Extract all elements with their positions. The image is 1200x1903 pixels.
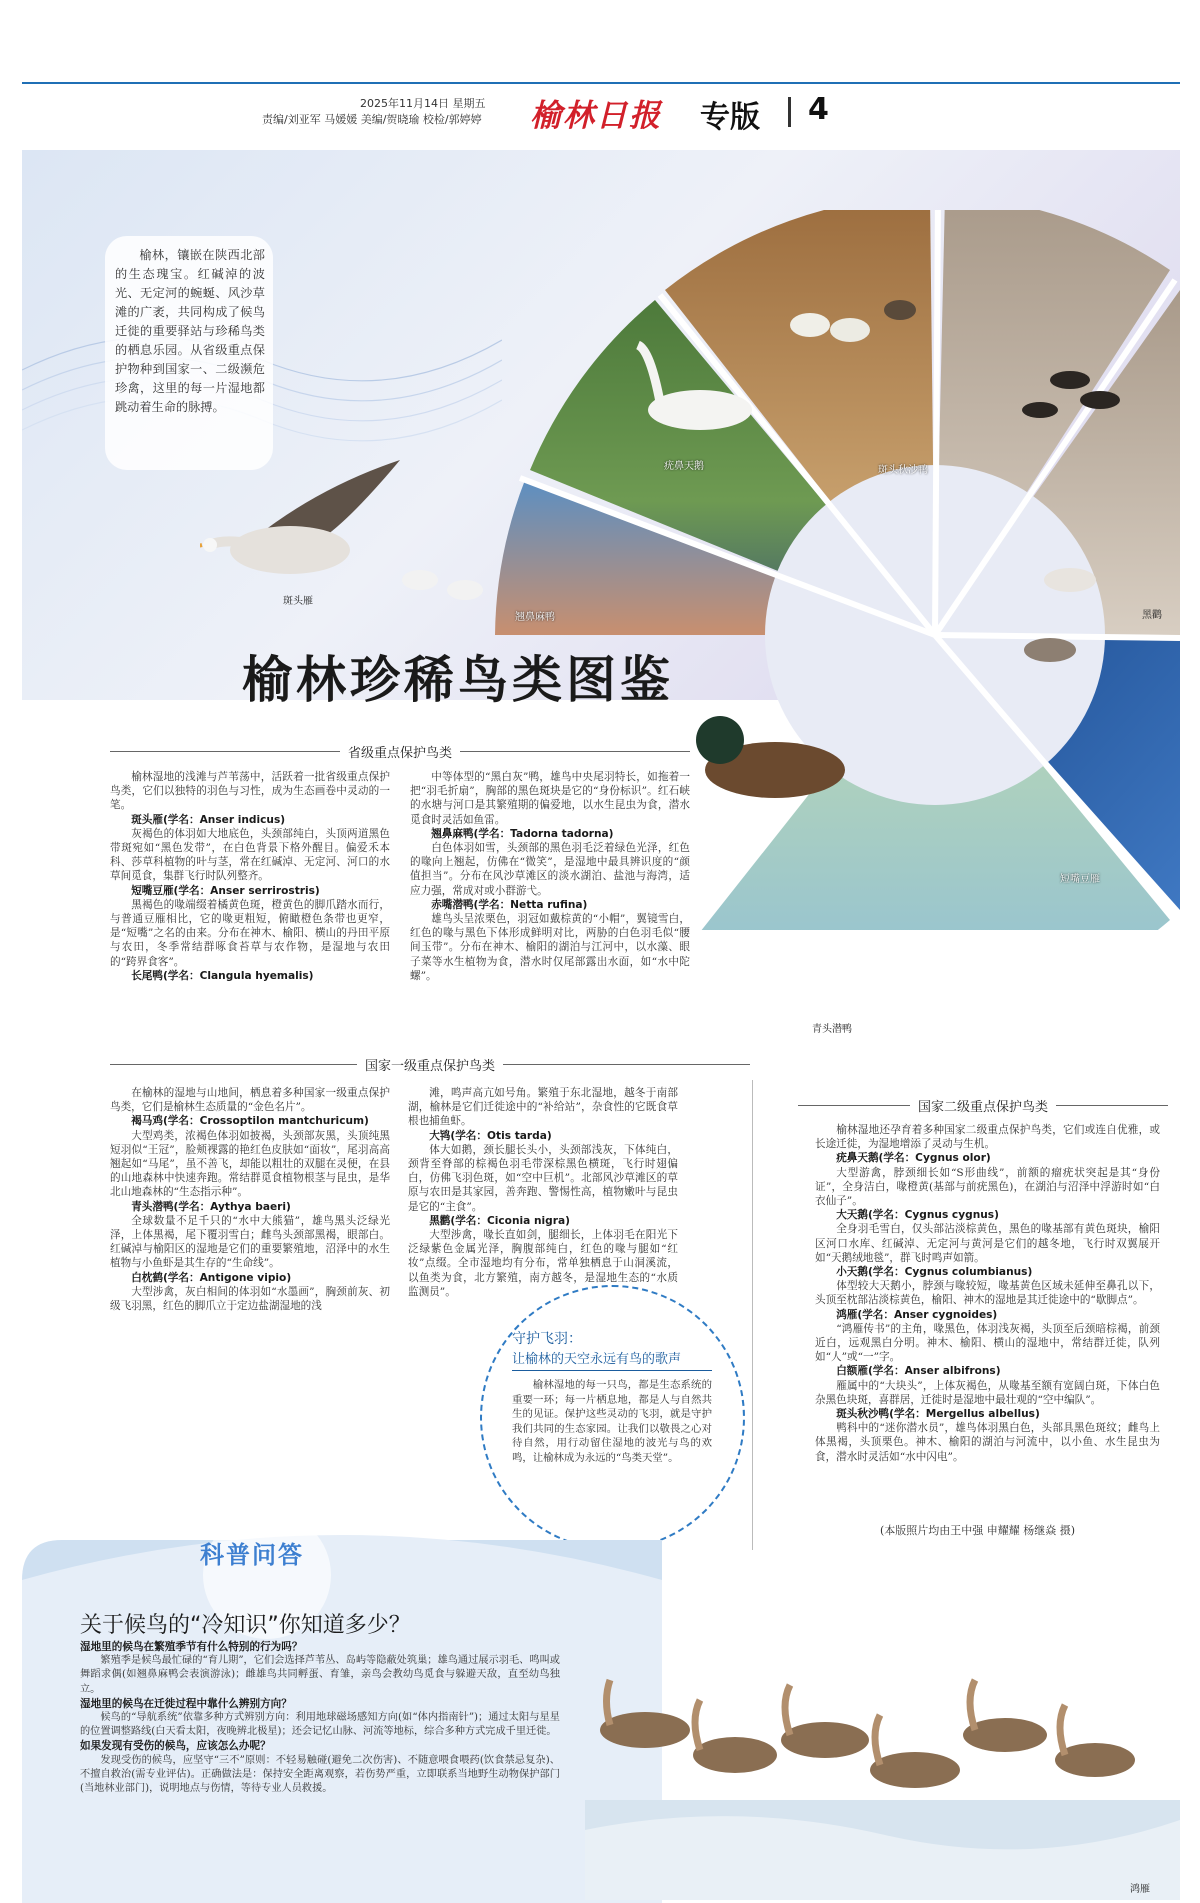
photo-label-bean-goose: 短嘴豆雁 xyxy=(1060,874,1100,885)
qa-question: 如果发现有受伤的候鸟，应该怎么办呢？ xyxy=(80,1740,271,1753)
paragraph: 全身羽毛雪白，仅头部沾淡棕黄色，黑色的喙基部有黄色斑块，榆阳区河口水库、红碱淖、无定河与黄河是它们的越冬地，飞行时双翼展开如“天鹅绒地毯”，群飞时鸣声如箭。 xyxy=(815,1223,1160,1264)
species-heading: 白枕鹤(学名：Antigone vipio) xyxy=(131,1271,292,1284)
paragraph: 大型涉禽，喙长直如剑，腿细长，上体羽毛在阳光下泛绿紫色金属光泽，胸腹部纯白，红色的喙与腿如“红妆”点缀。全市湿地均有分布，常单独栖息于山洞溪流，以鱼类为食，北方繁殖，南方越冬，是湿地生态的“水质监测员”。 xyxy=(408,1229,678,1298)
paragraph: “鸿雁传书”的主角，喙黑色，体羽浅灰褐，头顶至后颈暗棕褐，前颈近白，远观黑白分明。神木、榆阳、横山的湿地中，常结群迁徙，队列如“人”或“一”字。 xyxy=(815,1322,1160,1364)
qa-answer: 发现受伤的候鸟，应坚守“三不”原则：不轻易触碰(避免二次伤害)、不随意喂食喂药(饮食禁忌复杂)、不擅自救治(需专业评估)。正确做法是：保持安全距离观察，若伤势严重，立即联系当地野生动物保护部门(当地林业部门)，说明地点与伤情，等待专业人员救援。 xyxy=(80,1754,560,1795)
swan-goose-photo xyxy=(585,1600,1180,1900)
national1-section-title: 国家一级重点保护鸟类 xyxy=(110,1055,750,1074)
species-heading: 青头潜鸭(学名：Aythya baeri) xyxy=(131,1200,291,1213)
provincial-col-1 xyxy=(110,770,390,983)
qa-answer: 繁殖季是候鸟最忙碌的“育儿期”，它们会选择芦苇丛、岛屿等隐蔽处筑巢；雄鸟通过展示羽毛、鸣叫或舞蹈求偶(如翘鼻麻鸭会表演游泳)；雌雄鸟共同孵蛋、育雏，亲鸟会教幼鸟觅食与躲避天敌，直至幼鸟独立。 xyxy=(80,1655,560,1695)
paragraph: 鸭科中的“迷你潜水员”，雄鸟体羽黑白色，头部具黑色斑纹；雌鸟上体黑褐，头顶栗色。神木、榆阳的湖泊与河流中，以小鱼、水生昆虫为食，潜水时灵活如“水中闪电”。 xyxy=(815,1422,1160,1463)
species-heading: 褐马鸡(学名：Crossoptilon mantchuricum) xyxy=(131,1115,369,1128)
species-heading: 白额雁(学名：Anser albifrons) xyxy=(836,1365,1001,1378)
qa-title: 关于候鸟的“冷知识”你知道多少？ xyxy=(80,1613,411,1638)
protect-text: 榆林湿地的每一只鸟，都是生态系统的重要一环；每一片栖息地，都是人与自然共生的见证。保护这些灵动的飞羽，就是守护我们共同的生态家园。让我们以敬畏之心对待自然，用行动留住湿地的波光与鸟的欢鸣，让榆林成为永远的“鸟类天堂”。 xyxy=(512,1379,712,1464)
paragraph: 体大如鹅，颈长腿长头小，头颈部浅灰，下体纯白，颈背至脊部的棕褐色羽毛带深棕黑色横斑，飞行时翅偏白，仿佛飞羽色斑，如“空中巨机”。北部风沙草滩区的草原与农田是其家园，善奔跑、警惕性高，植物嫩叶与昆虫是它的“主食”。 xyxy=(408,1143,678,1213)
header-top-rule xyxy=(22,82,1180,84)
paragraph: 全球数量不足千只的“水中大熊猫”，雄鸟黑头泛绿光泽，上体黑褐，尾下覆羽雪白；雌鸟头颈部黑褐，眼部白。红碱淖与榆阳区的湿地是它们的重要繁殖地，沼泽中的水生植物与小鱼虾是其生存的“生命线”。 xyxy=(110,1214,390,1270)
header-date: 2025年11月14日 星期五 xyxy=(360,97,486,110)
national2-column xyxy=(815,1123,1160,1464)
qa-question: 湿地里的候鸟在迁徙过程中靠什么辨别方向？ xyxy=(80,1697,292,1710)
species-heading: 黑鹳(学名：Ciconia nigra) xyxy=(429,1214,570,1227)
species-heading: 疣鼻天鹅(学名：Cygnus olor) xyxy=(836,1152,991,1165)
photo-label-bar-headed-goose: 斑头雁 xyxy=(283,596,313,607)
masthead-logo: 榆林日报 xyxy=(530,98,662,134)
photo-label-swan-goose: 鸿雁 xyxy=(1130,1884,1150,1895)
intro-text: 榆林，镶嵌在陕西北部的生态瑰宝。红碱淖的波光、无定河的蜿蜒、风沙草滩的广袤，共同构成了候鸟迁徙的重要驿站与珍稀鸟类的栖息乐园。从省级重点保护物种到国家一、二级濒危珍禽，这里的每一片湿地都跳动着生命的脉搏。 xyxy=(115,248,265,414)
species-heading: 小天鹅(学名：Cygnus columbianus) xyxy=(836,1266,1033,1279)
paragraph: 中等体型的“黑白灰”鸭，雄鸟中央尾羽特长，如拖着一把“羽毛折扇”，胸部的黑色斑块是它的“身份标识”。红石峡的水塘与河口是其繁殖期的偏爱地，以水生昆虫为食，潜水觅食时灵活如鱼雷。 xyxy=(410,771,690,826)
section-name: 专版 xyxy=(700,100,760,135)
paragraph: 滩，鸣声高亢如号角。繁殖于东北湿地，越冬于南部湖，榆林是它们迁徙途中的“补给站”，杂食性的它既食草根也捕鱼虾。 xyxy=(408,1087,678,1128)
species-heading: 长尾鸭(学名：Clangula hyemalis) xyxy=(131,969,314,982)
paragraph: 大型鸡类，浓褐色体羽如披褐，头颈部灰黑，头顶纯黑短羽似“王冠”，脸颊裸露的艳红色皮肤如“面妆”，尾羽高高翘起如“马尾”，虽不善飞，却能以粗壮的双腿在灵便，在县的山地森林中快速奔跑。常结群觅食植物根茎与昆虫，是华北山地森林的“生态指示种”。 xyxy=(110,1129,390,1199)
photo-label-mute-swan: 疣鼻天鹅 xyxy=(664,461,704,472)
species-heading: 赤嘴潜鸭(学名：Netta rufina) xyxy=(431,898,588,911)
paragraph: 体型较大天鹅小，脖颈与喙较短，喙基黄色区域未延伸至鼻孔以下，头顶至枕部沾淡棕黄色，榆阳、神木的湿地是其迁徙途中的“歇脚点”。 xyxy=(815,1280,1160,1307)
species-heading: 斑头雁(学名：Anser indicus) xyxy=(131,813,286,826)
paragraph: 在榆林的湿地与山地间，栖息着多种国家一级重点保护鸟类，它们是榆林生态质量的“金色名片”。 xyxy=(110,1087,390,1114)
provincial-section-title: 省级重点保护鸟类 xyxy=(110,742,690,761)
national1-col-2 xyxy=(408,1086,678,1299)
protect-title-1: 守护飞羽： xyxy=(512,1331,582,1347)
species-heading: 大鸨(学名：Otis tarda) xyxy=(429,1129,552,1142)
paragraph: 灰褐色的体羽如大地底色，头颈部纯白，头顶两道黑色带斑宛如“黑色发带”，在白色背景下格外醒目。偏爱禾本科、莎草科植物的叶与茎，常在红碱淖、无定河、河口的水草间觅食，集群飞行时队列整齐。 xyxy=(110,827,390,883)
qa-list xyxy=(80,1640,560,1796)
paragraph: 雄鸟头呈浓栗色，羽冠如戴棕黄的“小帽”，翼镜雪白，红色的喙与黑色下体形成鲜明对比，两胁的白色羽毛似“腰间玉带”。分布在神木、榆阳的湖泊与江河中，以水藻、眼子菜等水生植物为食，潜水时仅尾部露出水面，如“水中陀螺”。 xyxy=(410,913,690,982)
paragraph: 榆林湿地的浅滩与芦苇荡中，活跃着一批省级重点保护鸟类，它们以独特的羽色与习性，成为生态画卷中灵动的一笔。 xyxy=(110,771,390,812)
paragraph: 白色体羽如雪，头颈部的黑色羽毛泛着绿色光泽，红色的喙向上翘起，仿佛在“微笑”，是湿地中最具辨识度的“颜值担当”。分布在风沙草滩区的淡水湖泊、盐池与海湾，适应力强，常成对或小群游弋。 xyxy=(410,842,690,897)
qa-answer: 候鸟的“导航系统”依靠多种方式辨别方向：利用地球磁场感知方向(如“体内指南针”)；通过太阳与星星的位置调整路线(白天看太阳，夜晚辨北极星)；还会记忆山脉、河流等地标，综合多种方式完成千里迁徙。 xyxy=(80,1712,560,1738)
page-number: 4 xyxy=(808,92,829,127)
species-heading: 斑头秋沙鸭(学名：Mergellus albellus) xyxy=(836,1408,1040,1421)
provincial-col-2 xyxy=(410,770,690,983)
bar-headed-goose-illustration xyxy=(200,450,430,600)
national1-col-1 xyxy=(110,1086,390,1313)
paragraph: 大型游禽，脖颈细长如“S形曲线”，前额的瘤疣状突起是其“身份证”，全身洁白，喙橙黄(基部与前疣黑色)，在湖泊与沼泽中浮游时如“白衣仙子”。 xyxy=(815,1166,1160,1208)
header-divider xyxy=(788,97,791,127)
national2-section-title: 国家二级重点保护鸟类 xyxy=(798,1096,1168,1115)
species-heading: 鸿雁(学名：Anser cygnoides) xyxy=(836,1308,998,1321)
photo-credit: (本版照片均由王中强 申耀耀 杨继焱 摄) xyxy=(880,1524,1076,1537)
photo-label-black-stork: 黑鹳 xyxy=(1142,610,1162,621)
species-heading: 大天鹅(学名：Cygnus cygnus) xyxy=(836,1209,999,1222)
paragraph: 大型涉禽，灰白相间的体羽如“水墨画”，胸颈前灰、初级飞羽黑，红色的脚爪立于定边盐湖湿地的浅 xyxy=(110,1285,390,1313)
main-title: 榆林珍稀鸟类图鉴 xyxy=(242,650,674,709)
photo-label-baers-pochard: 青头潜鸭 xyxy=(812,1024,852,1035)
column-divider xyxy=(752,1080,753,1550)
photo-label-smew: 斑头秋沙鸭 xyxy=(878,465,928,476)
qa-question: 湿地里的候鸟在繁殖季节有什么特别的行为吗？ xyxy=(80,1641,303,1653)
paragraph: 雁属中的“大块头”，上体灰褐色，从喙基至额有宽阔白斑，下体白色杂黑色块斑，喜群居，迁徙时是湿地中最壮观的“空中编队”。 xyxy=(815,1379,1160,1406)
species-heading: 短嘴豆雁(学名：Anser serrirostris) xyxy=(131,884,320,897)
protect-title-2: 让榆林的天空永远有鸟的歌声 xyxy=(512,1352,682,1367)
protect-title-rule xyxy=(512,1370,712,1371)
paragraph: 榆林湿地还孕育着多种国家二级重点保护鸟类，它们或连自优雅，或长途迁徙，为湿地增添了灵动与生机。 xyxy=(815,1124,1160,1151)
species-heading: 翘鼻麻鸭(学名：Tadorna tadorna) xyxy=(431,827,614,840)
header-credits: 责编/刘亚军 马媛媛 美编/贺晓瑜 校检/郭婷婷 xyxy=(262,113,482,126)
photo-label-shelduck: 翘鼻麻鸭 xyxy=(515,612,555,623)
paragraph: 黑褐色的喙端缀着橘黄色斑，橙黄色的脚爪踏水而行，与普通豆雁相比，它的喙更粗短，俯瞰橙色条带也更窄，是“短嘴”之名的由来。分布在神木、榆阳、横山的丹田平原与农田，冬季常结群啄食苔草与农作物，是湿地与农田的“跨界食客”。 xyxy=(110,898,390,968)
qa-badge: 科普问答 xyxy=(200,1541,304,1569)
